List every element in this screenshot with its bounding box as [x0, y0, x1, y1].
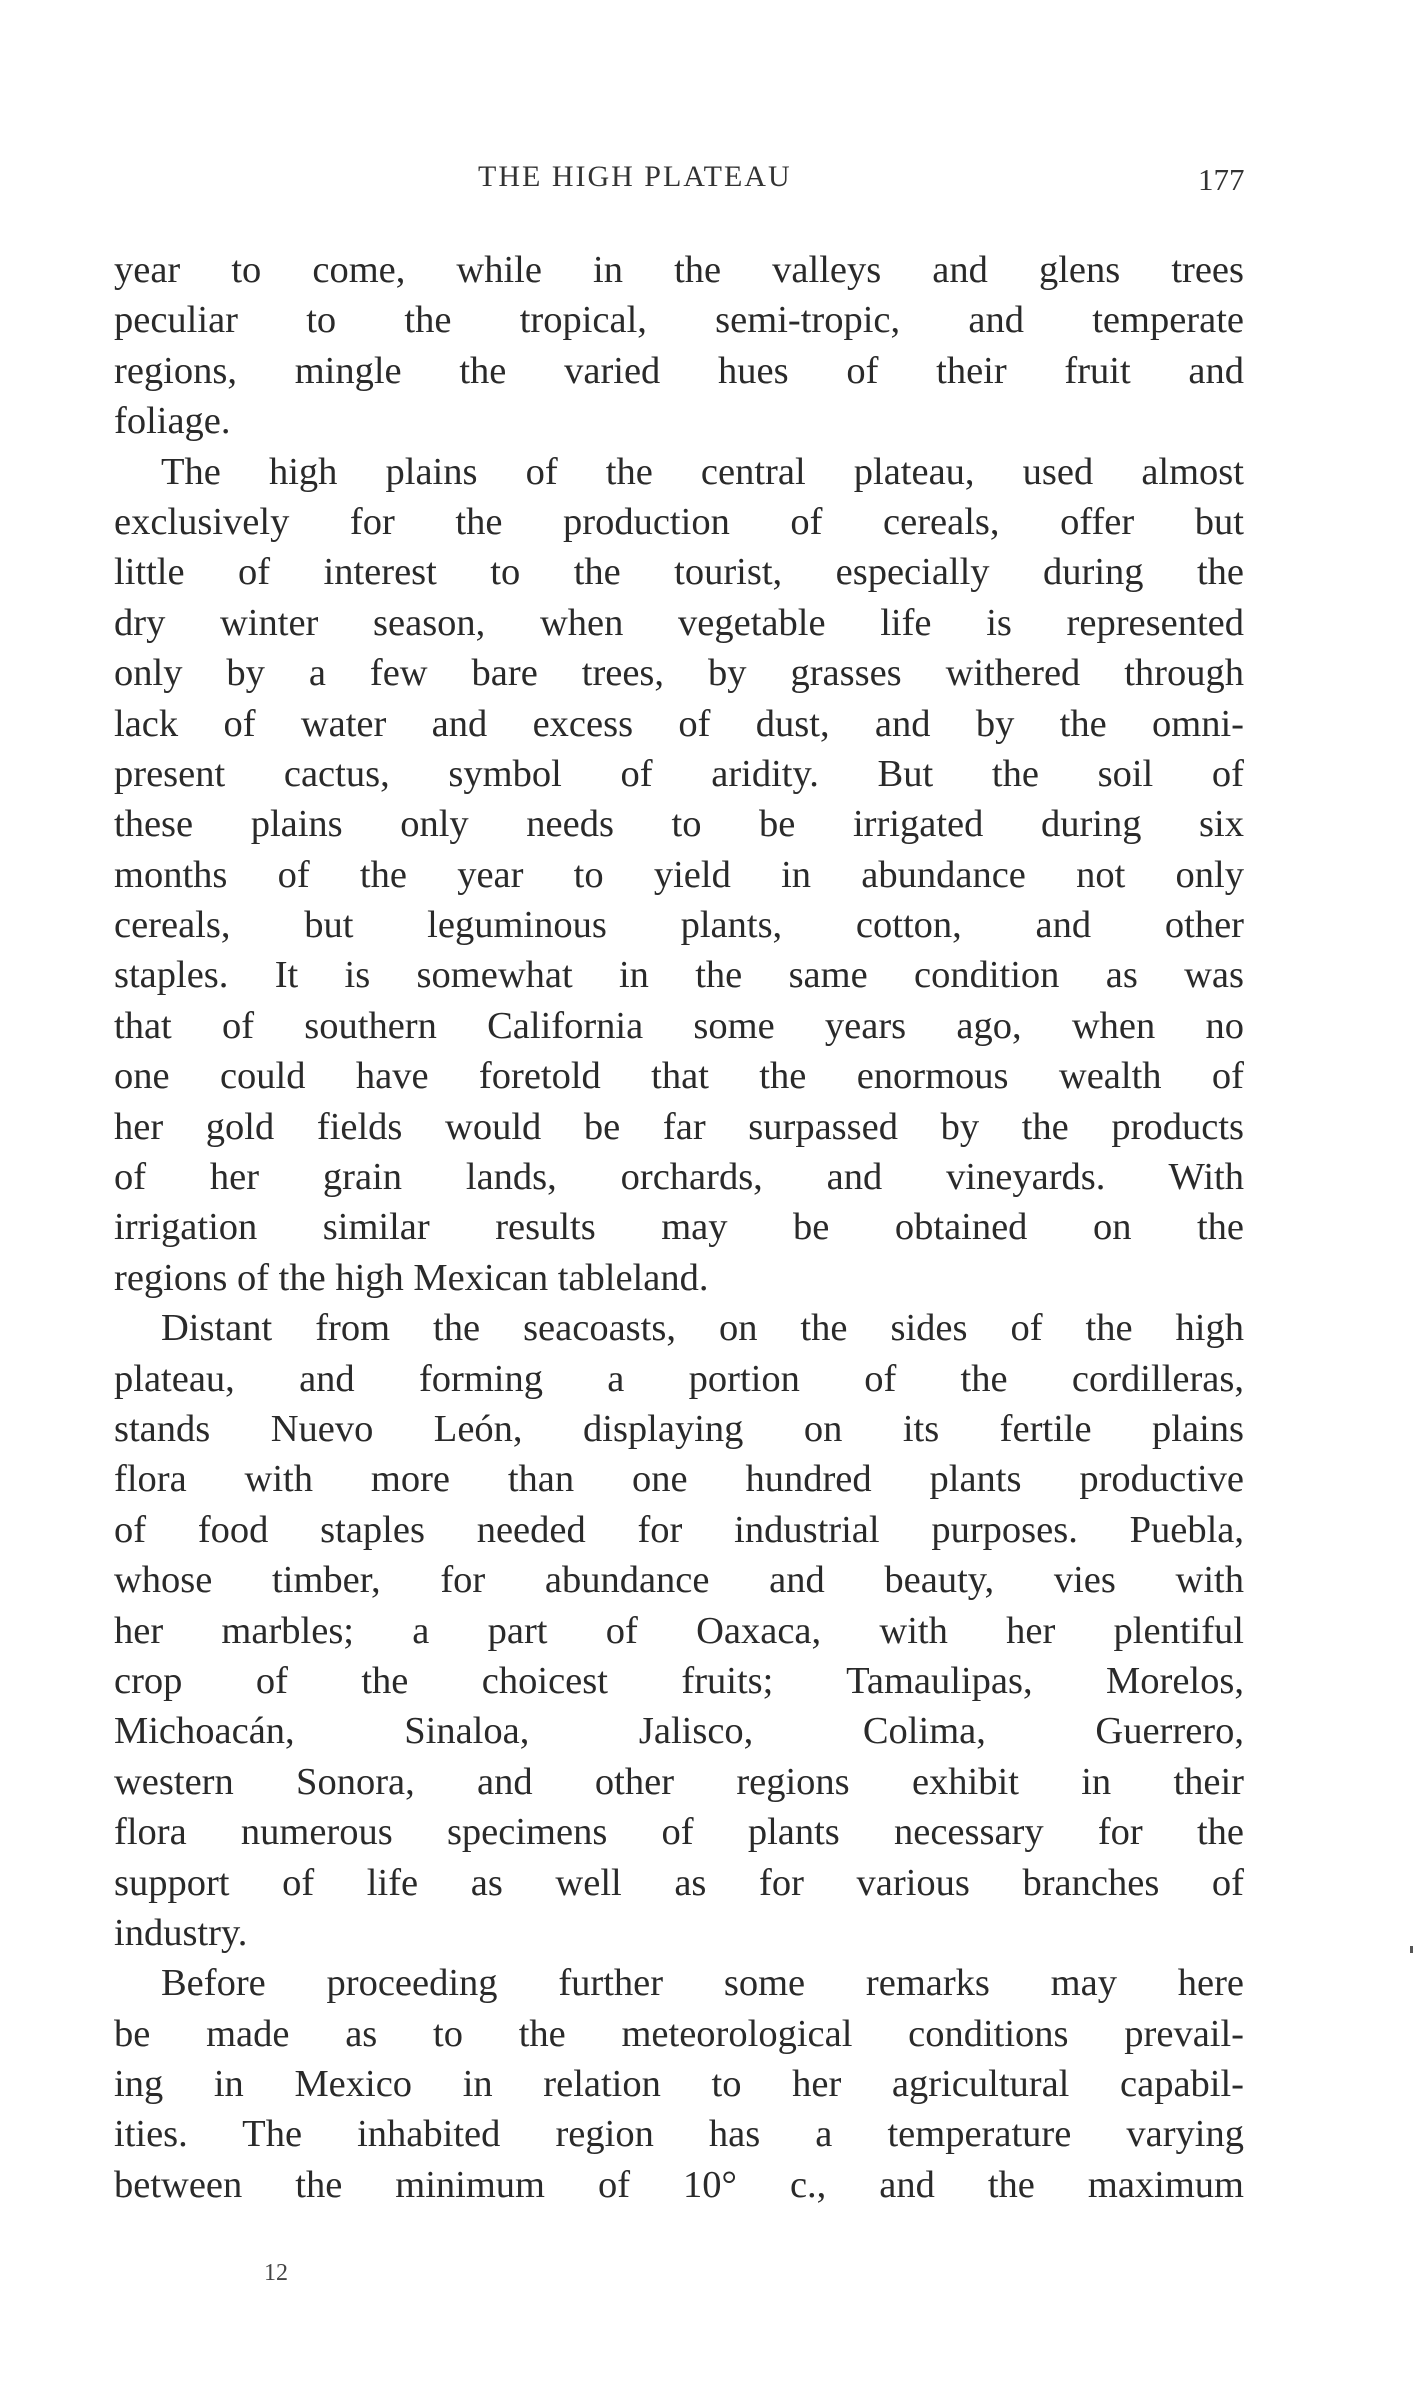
text-line: lack of water and excess of dust, and by the omni- [114, 702, 1244, 745]
text-line: her marbles; a part of Oaxaca, with her plentiful [114, 1609, 1244, 1652]
body-text [114, 245, 1244, 2210]
text-line: cereals, but leguminous plants, cotton, and other [114, 904, 1244, 947]
text-line: flora with more than one hundred plants productive [114, 1458, 1244, 1501]
text-line: The high plains of the central plateau, used almost [161, 450, 1244, 493]
text-line: of her grain lands, orchards, and vineyards. With [114, 1156, 1244, 1199]
text-line: little of interest to the tourist, especially during the [114, 551, 1244, 594]
text-line: exclusively for the production of cereals, offer but [114, 500, 1244, 543]
text-line: regions of the high Mexican tableland. [114, 1256, 709, 1299]
text-line: regions, mingle the varied hues of their fruit and [114, 349, 1244, 392]
text-line: that of southern California some years ago, when no [114, 1004, 1244, 1047]
text-line: her gold fields would be far surpassed by the products [114, 1105, 1244, 1148]
text-line: stands Nuevo León, displaying on its fertile plains [114, 1407, 1244, 1450]
text-line: foliage. [114, 400, 231, 443]
text-line: of food staples needed for industrial purposes. Puebla, [114, 1508, 1244, 1551]
text-line: ities. The inhabited region has a temperature varying [114, 2113, 1244, 2156]
signature-mark: 12 [264, 2260, 288, 2286]
text-line: between the minimum of 10° c., and the maximum [114, 2163, 1244, 2206]
text-line: peculiar to the tropical, semi-tropic, and temperate [114, 299, 1244, 342]
text-line: Before proceeding further some remarks may here [161, 1962, 1244, 2005]
text-line: whose timber, for abundance and beauty, vies with [114, 1559, 1244, 1602]
text-line: support of life as well as for various branches of [114, 1861, 1244, 1904]
text-line: plateau, and forming a portion of the cordilleras, [114, 1357, 1244, 1400]
text-line: year to come, while in the valleys and glens trees [114, 249, 1244, 291]
text-line: only by a few bare trees, by grasses withered through [114, 652, 1244, 695]
text-line: western Sonora, and other regions exhibit in their [114, 1760, 1244, 1803]
page-number: 177 [1198, 162, 1245, 197]
text-line: staples. It is somewhat in the same condition as was [114, 954, 1244, 997]
text-line: be made as to the meteorological conditions prevail- [114, 2012, 1244, 2055]
text-line: ing in Mexico in relation to her agricultural capabil- [114, 2063, 1244, 2106]
text-line: Distant from the seacoasts, on the sides of the high [161, 1307, 1244, 1350]
text-line: these plains only needs to be irrigated during six [114, 803, 1244, 846]
text-line: one could have foretold that the enormous wealth of [114, 1055, 1244, 1098]
text-line: flora numerous specimens of plants necessary for the [114, 1811, 1244, 1854]
text-line: industry. [114, 1911, 248, 1954]
running-head: THE HIGH PLATEAU [478, 160, 792, 193]
text-line: crop of the choicest fruits; Tamaulipas, Morelos, [114, 1659, 1244, 1702]
text-line: irrigation similar results may be obtained on the [114, 1206, 1244, 1249]
text-line: months of the year to yield in abundance not only [114, 853, 1244, 896]
text-line: present cactus, symbol of aridity. But the soil of [114, 752, 1244, 795]
text-line: Michoacán, Sinaloa, Jalisco, Colima, Guerrero, [114, 1710, 1244, 1753]
text-line: dry winter season, when vegetable life is represented [114, 601, 1244, 644]
